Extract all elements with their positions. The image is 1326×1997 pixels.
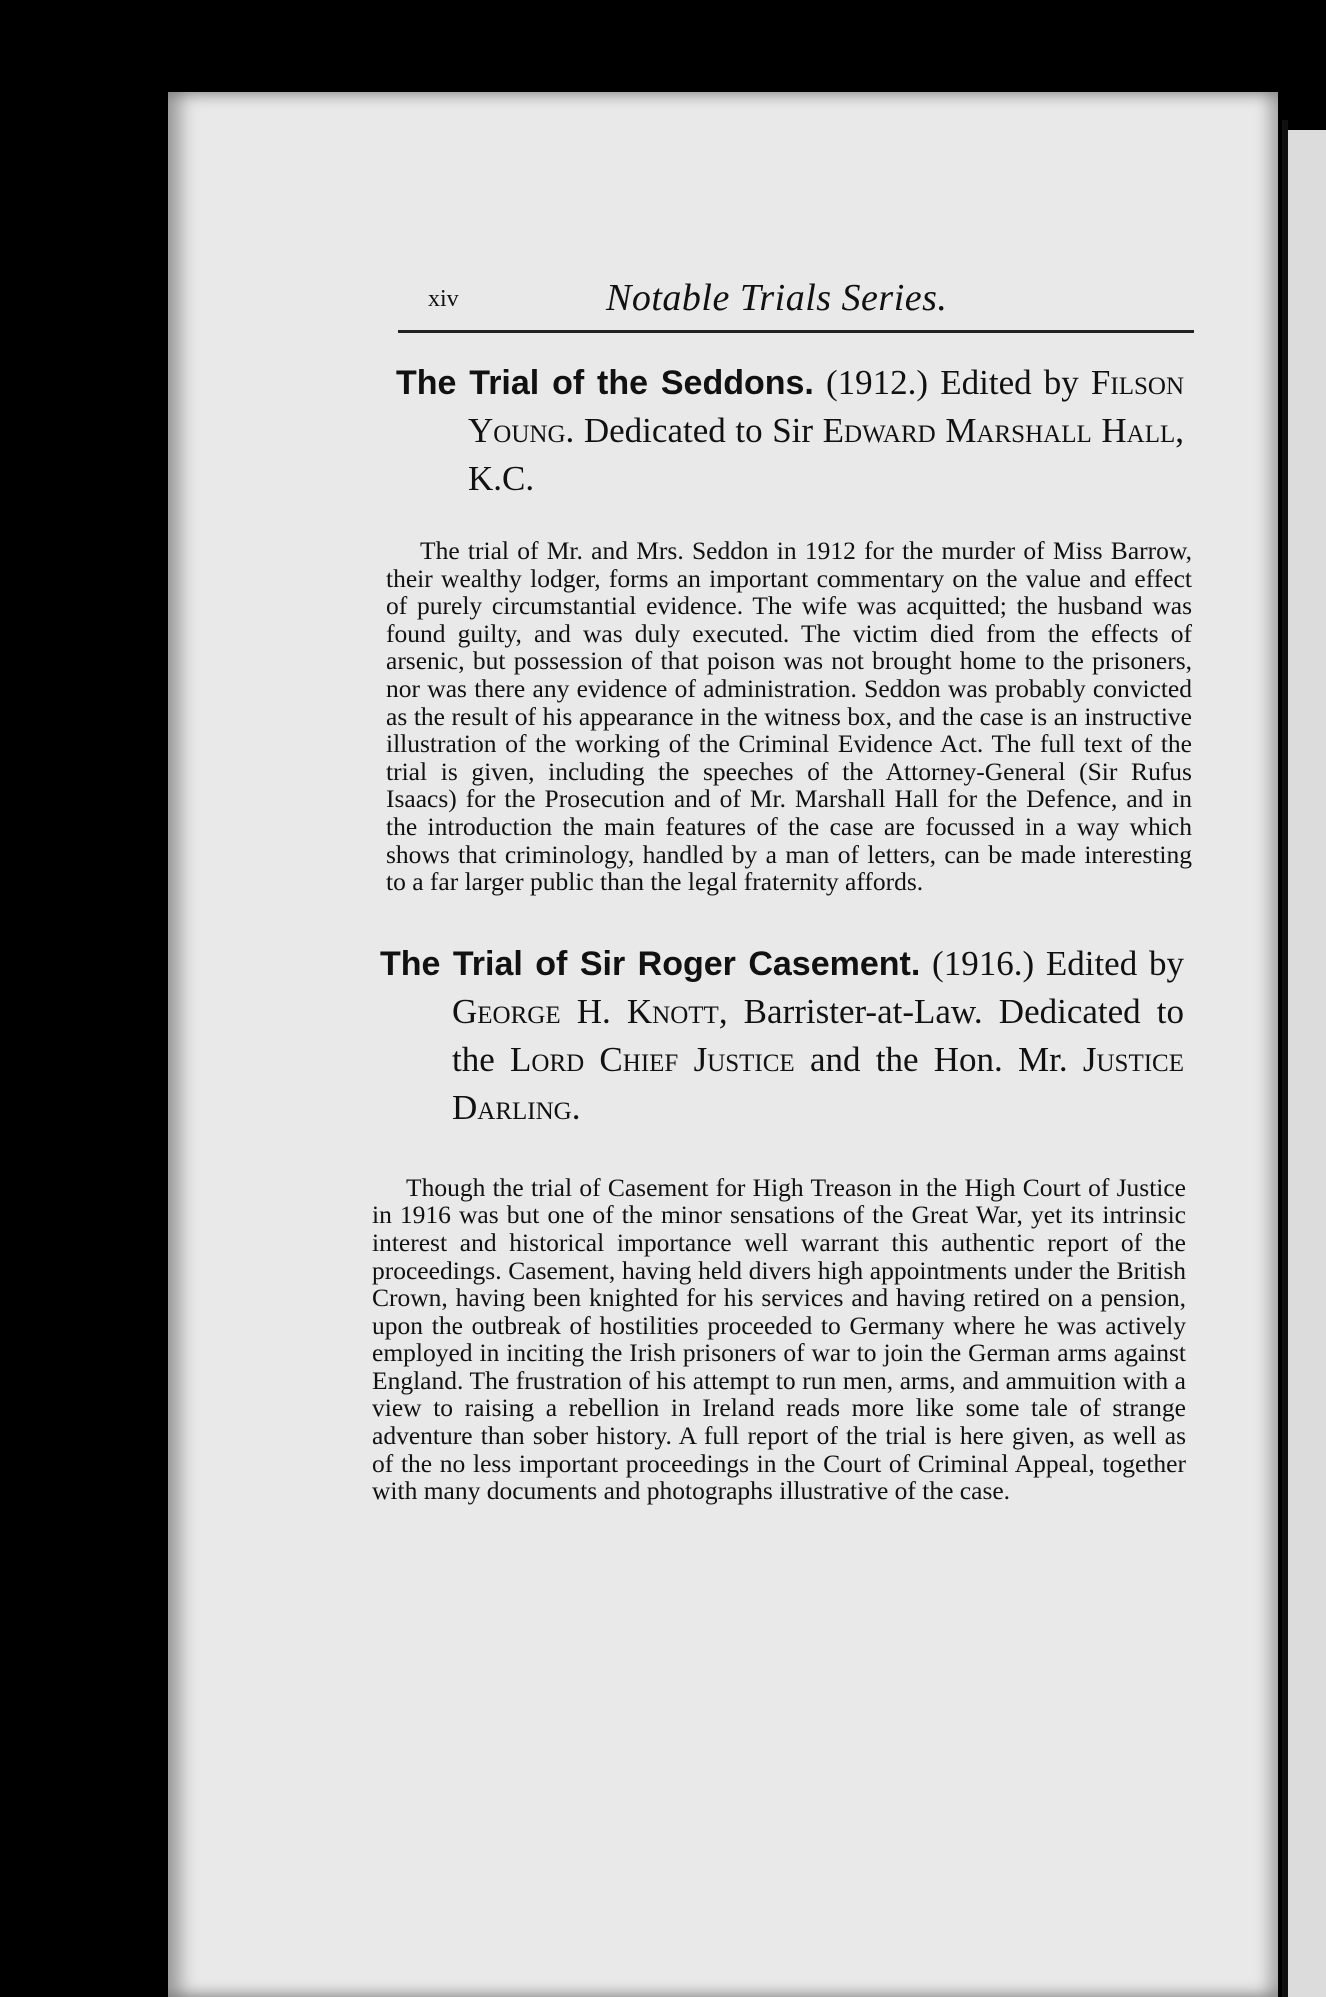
entry-title-casement [380,940,1184,1132]
entry-dedicatee: Lord Chief Justice [510,1039,795,1079]
entry-title-text: (1916.) Edited by [920,943,1184,983]
entry-title-bold: The Trial of the Seddons. [396,364,814,402]
entry-title-seddons [396,359,1184,503]
running-title: Notable Trials Series. [606,277,948,319]
entry-description-seddons: The trial of Mr. and Mrs. Seddon in 1912 for the murder of Miss Barrow, their wealthy lodger, forms an important commentary on the value and effect of purely circumstantial evidence. The wife was acquitted; the husband was found guilty, and was duly executed. The victim died from the effects of arsenic, but possession of that poison was not brought home to the prisoners, nor was there any evidence of administration. Seddon was probably convicted as the result of his appearance in the witness box, and the case is an instructive illustration of the working of the Criminal Evidence Act. The full text of the trial is given, including the speeches of the Attorney-General (Sir Rufus Isaacs) for the Prosecution and of Mr. Marshall Hall for the Defence, and in the introduction the main features of the case are focussed in a way which shows that criminology, handled by a man of letters, can be made interesting to a far larger public than the legal fraternity affords. [386,536,1192,897]
header-rule [398,330,1194,333]
entry-title-bold: The Trial of Sir Roger Casement. [380,944,921,983]
entry-dedicatee: Edward Marshall Hall [822,411,1176,450]
page-content [372,270,1194,1530]
entry-title-text: . [571,1087,581,1127]
entry-title-text: . Dedicated to Sir [565,411,823,450]
entry-title-text: and the Hon. Mr. [794,1039,1083,1079]
entry-dedicatee: Justice Darling [452,1039,1184,1127]
entry-title-text: , K.C. [468,411,1184,498]
entry-title-text: , Barrister-at-Law. Dedicated to the [452,991,1184,1079]
facing-page-strip [1288,130,1326,1997]
entry-description-casement: Though the trial of Casement for High Treason in the High Court of Justice in 1916 was but one of the minor sensations of the Great War, yet its intrinsic interest and historical importance well warrant this authentic report of the proceedings. Casement, having held divers high appointments under the British Crown, having been knighted for his services and having retired on a pension, upon the outbreak of hostilities proceeded to Germany where he was actively employed in inciting the Irish prisoners of war to join the German arms against England. The frustration of his attempt to run men, arms, and ammuition with a view to raising a rebellion in Ireland reads more like some tale of strange adventure than sober history. A full report of the trial is here given, as well as of the no less important proceedings in the Court of Criminal Appeal, together with many documents and photographs illustrative of the case. [372,1172,1186,1506]
entry-editor: George H. Knott [452,991,719,1031]
running-head [378,270,1194,330]
page-number: xiv [428,286,459,312]
entry-title-text: (1912.) Edited by [813,363,1091,402]
entry-editor: Filson Young [468,363,1184,450]
